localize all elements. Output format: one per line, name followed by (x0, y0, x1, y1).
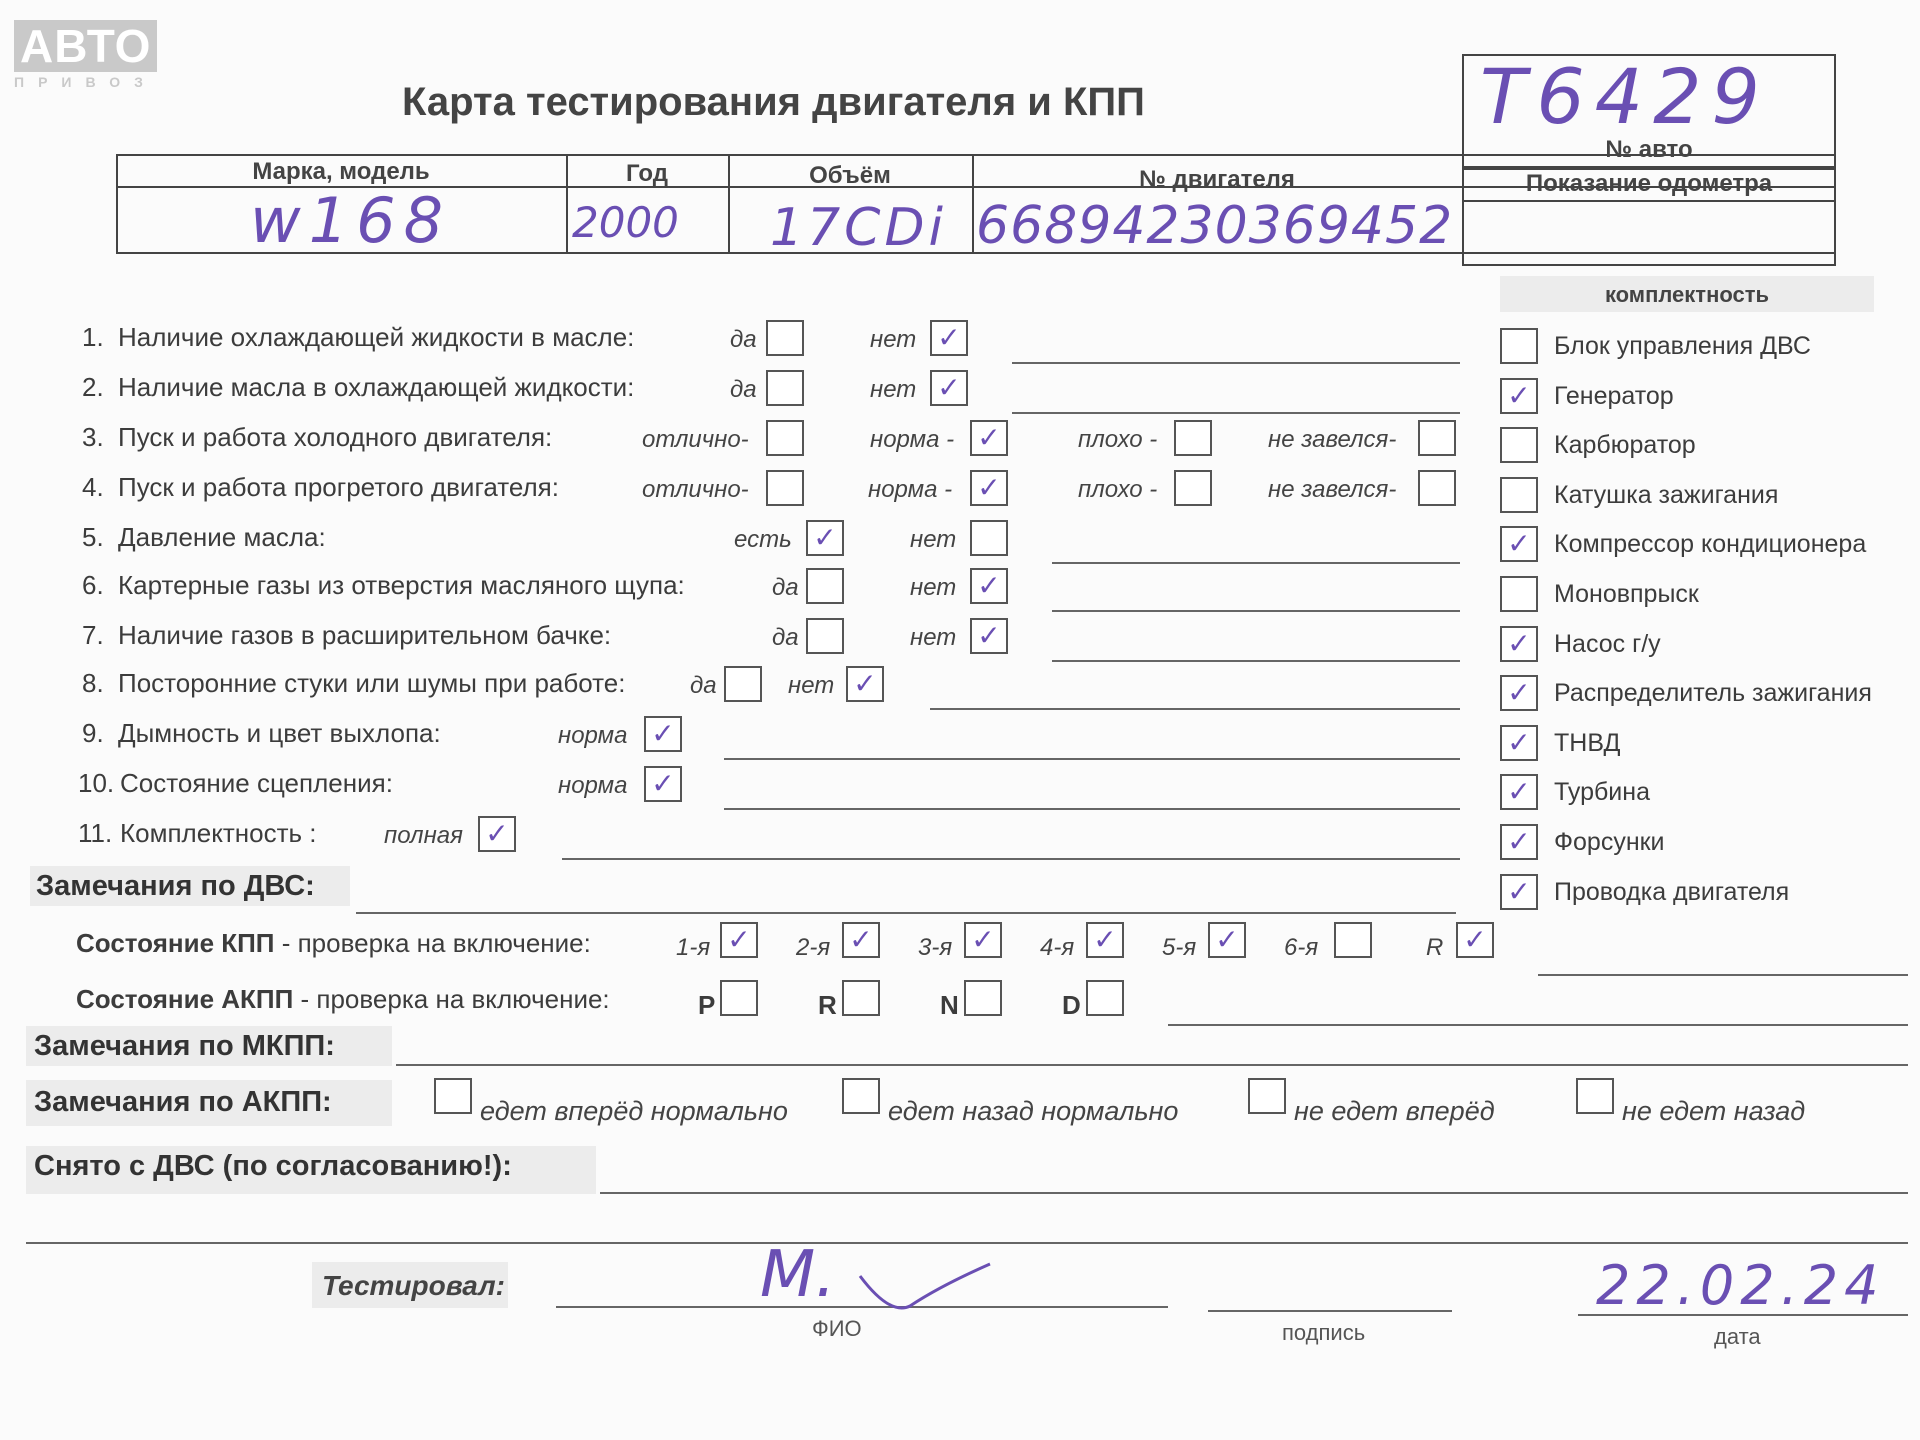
option-checkbox-tick: ✓ (485, 817, 509, 850)
akpp-option-checkbox[interactable] (434, 1078, 472, 1114)
question-number: 3. (82, 422, 104, 452)
gear-label: R (1426, 934, 1444, 961)
completeness-item: ТНВД (1554, 728, 1621, 757)
gear-checkbox-tick: ✓ (727, 923, 751, 956)
remarks-ice-label: Замечания по ДВС: (36, 870, 315, 902)
option-label: отлично- (642, 476, 749, 503)
gear-checkbox[interactable] (1334, 922, 1372, 958)
completeness-item: Турбина (1554, 778, 1650, 807)
removed-line (600, 1192, 1908, 1194)
akpp-mode-checkbox[interactable] (964, 980, 1002, 1016)
option-label: нет (910, 624, 957, 651)
gear-checkbox[interactable] (964, 922, 1002, 958)
option-label: да (690, 672, 717, 699)
completeness-checkbox-tick: ✓ (1507, 725, 1531, 759)
col-volume-header: Объём (809, 162, 891, 189)
col-model-header: Марка, модель (252, 158, 430, 185)
question-text: Посторонние стуки или шумы при работе: (118, 668, 626, 698)
engine-number-value: 66894230369452 (976, 196, 1454, 256)
question-text: Наличие газов в расширительном бачке: (118, 620, 612, 650)
gear-checkbox-tick: ✓ (1463, 923, 1487, 956)
completeness-checkbox[interactable] (1500, 526, 1538, 562)
question-text: Наличие охлаждающей жидкости в масле: (118, 322, 635, 352)
completeness-checkbox[interactable] (1500, 328, 1538, 364)
kpp-line (1538, 974, 1908, 976)
question-text: Давление масла: (118, 522, 326, 552)
akpp-mode-checkbox[interactable] (842, 980, 880, 1016)
logo-sub: ПРИВОЗ (14, 74, 157, 90)
completeness-checkbox-tick: ✓ (1507, 825, 1531, 858)
option-label: отлично- (642, 426, 749, 453)
completeness-checkbox-tick: ✓ (1507, 626, 1531, 660)
option-checkbox[interactable] (970, 520, 1008, 556)
logo-main: АВТО (14, 20, 157, 72)
option-checkbox-tick: ✓ (977, 421, 1001, 454)
option-checkbox[interactable] (806, 520, 844, 556)
completeness-checkbox-tick: ✓ (1507, 378, 1531, 412)
gear-label: 6-я (1284, 934, 1319, 961)
odometer-label: Показание одометра (1525, 170, 1773, 197)
question-text: Дымность и цвет выхлопа: (118, 718, 441, 748)
question-number: 4. (82, 472, 104, 502)
option-checkbox[interactable] (970, 568, 1008, 604)
completeness-item: Блок управления ДВС (1554, 332, 1811, 360)
option-label: да (730, 326, 757, 353)
option-checkbox-tick: ✓ (937, 321, 961, 354)
option-checkbox[interactable] (1418, 420, 1456, 456)
volume-value: 17CDi (770, 198, 947, 258)
gear-label: 3-я (918, 934, 953, 961)
fio-label: ФИО (812, 1316, 862, 1341)
option-checkbox-tick: ✓ (977, 569, 1001, 602)
option-checkbox[interactable] (644, 716, 682, 752)
option-checkbox[interactable] (806, 618, 844, 654)
option-label: есть (734, 526, 792, 553)
option-checkbox-tick: ✓ (977, 619, 1001, 652)
gear-checkbox[interactable] (1086, 922, 1124, 958)
question-text: Пуск и работа прогретого двигателя: (118, 472, 559, 502)
comment-line (1012, 362, 1460, 364)
option-checkbox-tick: ✓ (813, 521, 837, 554)
question-text: Наличие масла в охлаждающей жидкости: (118, 372, 635, 402)
col-year-header: Год (626, 160, 668, 187)
page-title: Карта тестирования двигателя и КПП (402, 80, 1145, 124)
model-value: w168 (250, 184, 452, 257)
option-label: нет (788, 672, 835, 699)
option-checkbox[interactable] (766, 320, 804, 356)
option-checkbox[interactable] (724, 666, 762, 702)
sign-label: подпись (1282, 1320, 1366, 1345)
option-checkbox[interactable] (1174, 470, 1212, 506)
option-label: плохо - (1078, 476, 1158, 503)
option-label: да (772, 574, 799, 601)
remarks-mkpp-line (396, 1064, 1908, 1066)
completeness-checkbox[interactable] (1500, 874, 1538, 910)
comment-line (724, 758, 1460, 760)
option-label: не завелся- (1268, 476, 1397, 503)
akpp-mode-label: R (818, 990, 837, 1020)
question-number: 11. (78, 818, 113, 848)
option-checkbox[interactable] (846, 666, 884, 702)
akpp-option-checkbox[interactable] (842, 1078, 880, 1114)
option-label: нет (910, 526, 957, 553)
gear-label: 5-я (1162, 934, 1197, 961)
option-label: норма - (870, 426, 955, 453)
completeness-checkbox-tick: ✓ (1507, 527, 1531, 561)
comment-line (930, 708, 1460, 710)
gear-checkbox-tick: ✓ (1215, 923, 1239, 956)
comment-line (1052, 660, 1460, 662)
gear-checkbox[interactable] (1208, 922, 1246, 958)
logo (14, 20, 157, 90)
removed-label: Снято с ДВС (по согласованию!): (34, 1150, 512, 1182)
completeness-checkbox[interactable] (1500, 427, 1538, 463)
option-label: да (730, 376, 757, 403)
question-text: Комплектность : (120, 818, 317, 848)
completeness-checkbox[interactable] (1500, 824, 1538, 860)
tested-by-label: Тестировал: (322, 1270, 505, 1301)
completeness-checkbox[interactable] (1500, 576, 1538, 612)
completeness-checkbox[interactable] (1500, 477, 1538, 513)
completeness-item: Карбюратор (1554, 431, 1696, 460)
remarks-akpp-label: Замечания по АКПП: (34, 1086, 332, 1118)
akpp-option-checkbox[interactable] (1248, 1078, 1286, 1114)
completeness-checkbox-tick: ✓ (1507, 874, 1531, 908)
fio-value: М. (760, 1238, 836, 1312)
option-checkbox[interactable] (930, 320, 968, 356)
gear-checkbox-tick: ✓ (971, 923, 995, 956)
option-checkbox[interactable] (644, 766, 682, 802)
gear-checkbox-tick: ✓ (1093, 923, 1117, 956)
completeness-item: Компрессор кондиционера (1554, 530, 1867, 559)
completeness-checkbox[interactable] (1500, 626, 1538, 662)
akpp-line (1168, 1024, 1908, 1026)
completeness-item: Моновпрыск (1554, 580, 1699, 608)
gear-checkbox[interactable] (1456, 922, 1494, 958)
question-number: 2. (82, 372, 104, 402)
kpp-label: Состояние КПП - проверка на включение: (76, 928, 591, 958)
completeness-item: Насос г/у (1554, 629, 1661, 658)
col-engine-header: № двигателя (1139, 166, 1295, 193)
akpp-option-label: едет назад нормально (888, 1096, 1179, 1126)
option-checkbox-tick: ✓ (853, 667, 877, 700)
option-checkbox[interactable] (766, 470, 804, 506)
question-text: Картерные газы из отверстия масляного щупа: (118, 570, 685, 600)
option-checkbox[interactable] (478, 816, 516, 852)
option-label: норма (558, 722, 628, 749)
option-checkbox[interactable] (1174, 420, 1212, 456)
sign-line (1208, 1310, 1452, 1312)
gear-label: 4-я (1040, 934, 1075, 961)
option-checkbox[interactable] (970, 420, 1008, 456)
option-label: норма - (868, 476, 953, 503)
akpp-mode-label: P (698, 990, 716, 1020)
akpp-mode-label: N (940, 990, 959, 1020)
akpp-option-label: не едет назад (1622, 1096, 1806, 1126)
option-checkbox[interactable] (766, 370, 804, 406)
question-number: 10. (78, 768, 115, 798)
option-checkbox-tick: ✓ (651, 717, 675, 750)
completeness-checkbox[interactable] (1500, 725, 1538, 761)
remarks-mkpp-label: Замечания по МКПП: (34, 1030, 335, 1062)
akpp-mode-checkbox[interactable] (1086, 980, 1124, 1016)
gear-checkbox[interactable] (720, 922, 758, 958)
completeness-item: Проводка двигателя (1554, 877, 1790, 906)
completeness-title: комплектность (1604, 282, 1770, 307)
comment-line (724, 808, 1460, 810)
option-checkbox[interactable] (970, 618, 1008, 654)
question-text: Пуск и работа холодного двигателя: (118, 422, 553, 452)
completeness-item: Распределитель зажигания (1554, 679, 1872, 708)
option-label: полная (384, 822, 463, 849)
question-number: 1. (82, 322, 104, 352)
comment-line (562, 858, 1460, 860)
option-checkbox[interactable] (766, 420, 804, 456)
signature-image (850, 1256, 1000, 1316)
comment-line (1052, 562, 1460, 564)
question-number: 5. (82, 522, 104, 552)
option-label: нет (870, 326, 917, 353)
question-number: 9. (82, 718, 104, 748)
comment-line (1012, 412, 1460, 414)
akpp-option-checkbox[interactable] (1576, 1078, 1614, 1114)
completeness-item: Форсунки (1554, 828, 1665, 856)
extra-line (26, 1242, 1908, 1244)
akpp-option-label: не едет вперёд (1294, 1096, 1495, 1126)
option-checkbox[interactable] (970, 470, 1008, 506)
completeness-item: Генератор (1554, 381, 1674, 410)
date-label: дата (1714, 1324, 1761, 1349)
comment-line (1052, 610, 1460, 612)
akpp-label: Состояние АКПП - проверка на включение: (76, 984, 610, 1014)
completeness-checkbox-tick: ✓ (1507, 775, 1531, 809)
question-number: 6. (82, 570, 104, 600)
auto-number-label: № авто (1605, 136, 1693, 163)
completeness-checkbox[interactable] (1500, 378, 1538, 414)
option-checkbox[interactable] (930, 370, 968, 406)
gear-label: 1-я (676, 934, 711, 961)
option-label: да (772, 624, 799, 651)
gear-checkbox[interactable] (842, 922, 880, 958)
akpp-mode-checkbox[interactable] (720, 980, 758, 1016)
option-label: плохо - (1078, 426, 1158, 453)
question-number: 8. (82, 668, 104, 698)
option-checkbox[interactable] (1418, 470, 1456, 506)
auto-number-value: T6429 (1480, 52, 1770, 141)
option-checkbox-tick: ✓ (977, 471, 1001, 504)
option-label: нет (870, 376, 917, 403)
question-number: 7. (82, 620, 104, 650)
akpp-option-label: едет вперёд нормально (480, 1096, 788, 1126)
gear-label: 2-я (796, 934, 831, 961)
option-checkbox-tick: ✓ (651, 767, 675, 800)
year-value: 2000 (572, 198, 679, 247)
gear-checkbox-tick: ✓ (849, 923, 873, 956)
option-label: нет (910, 574, 957, 601)
completeness-checkbox[interactable] (1500, 675, 1538, 711)
question-text: Состояние сцепления: (120, 768, 393, 798)
completeness-checkbox-tick: ✓ (1507, 676, 1531, 710)
akpp-mode-label: D (1062, 990, 1081, 1020)
completeness-item: Катушка зажигания (1554, 480, 1779, 509)
option-label: не завелся- (1268, 426, 1397, 453)
option-checkbox-tick: ✓ (937, 371, 961, 404)
option-checkbox[interactable] (806, 568, 844, 604)
date-value: 22.02.24 (1596, 1254, 1885, 1317)
completeness-checkbox[interactable] (1500, 774, 1538, 810)
remarks-ice-line (356, 912, 1456, 914)
option-label: норма (558, 772, 628, 799)
